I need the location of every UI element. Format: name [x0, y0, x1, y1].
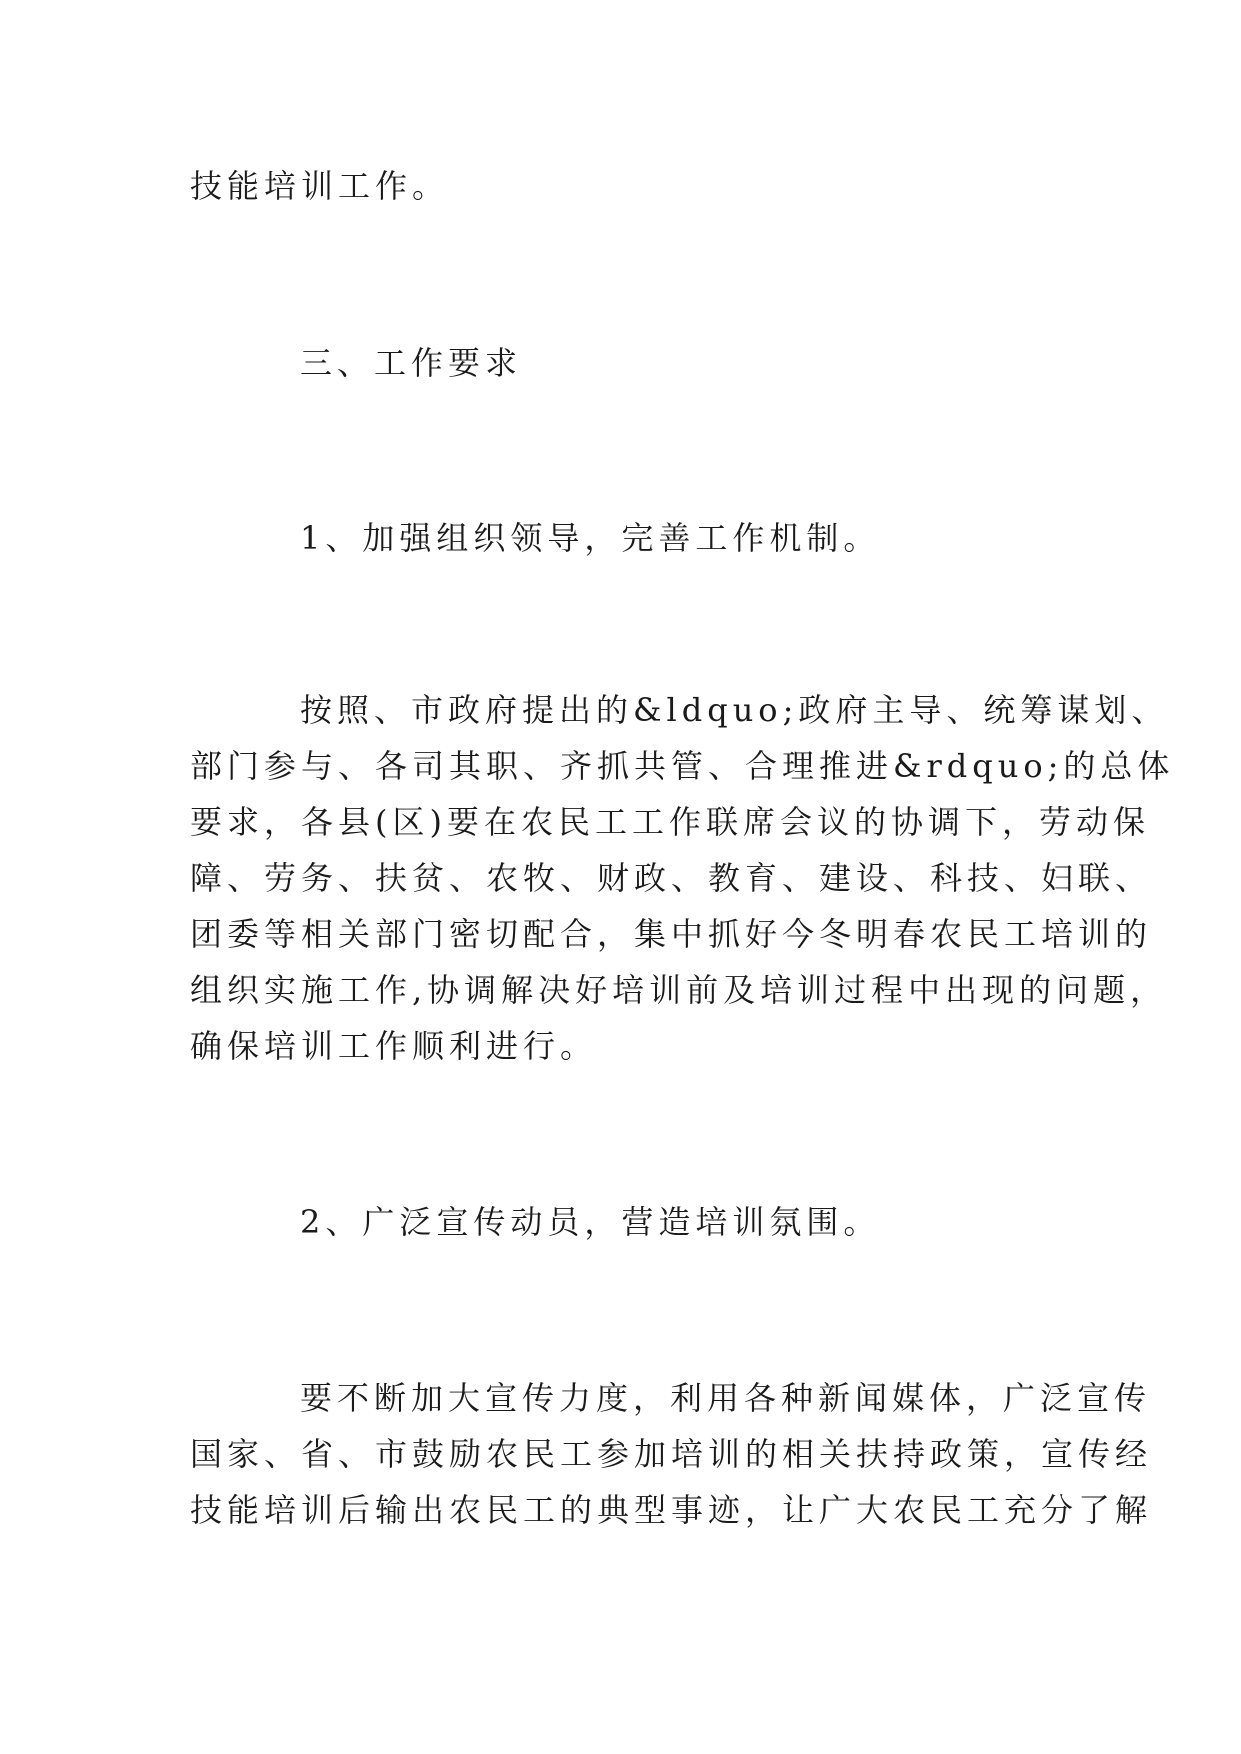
intro-tail-text: 技能培训工作。 [190, 167, 450, 205]
item-2-heading: 2、广泛宣传动员，营造培训氛围。 [300, 1203, 881, 1241]
paragraph-line: 技能培训后输出农民工的典型事迹，让广大农民工充分了解 [190, 1491, 1153, 1529]
paragraph-line: 障、劳务、扶贫、农牧、财政、教育、建设、科技、妇联、 [190, 859, 1153, 897]
paragraph-line: 按照、市政府提出的&ldquo;政府主导、统筹谋划、 [300, 691, 1169, 729]
item-1-heading: 1、加强组织领导，完善工作机制。 [300, 519, 881, 557]
paragraph-line: 要求，各县(区)要在农民工工作联席会议的协调下，劳动保 [190, 803, 1150, 841]
paragraph-line: 国家、省、市鼓励农民工参加培训的相关扶持政策，宣传经 [190, 1435, 1153, 1473]
section-heading: 三、工作要求 [300, 344, 523, 382]
paragraph-line: 要不断加大宣传力度，利用各种新闻媒体，广泛宣传 [300, 1379, 1152, 1417]
paragraph-line: 确保培训工作顺利进行。 [190, 1027, 598, 1065]
paragraph-line: 部门参与、各司其职、齐抓共管、合理推进&rdquo;的总体 [190, 747, 1175, 785]
paragraph-line: 团委等相关部门密切配合，集中抓好今冬明春农民工培训的 [190, 915, 1153, 953]
paragraph-line: 组织实施工作,协调解决好培训前及培训过程中出现的问题， [190, 971, 1168, 1009]
